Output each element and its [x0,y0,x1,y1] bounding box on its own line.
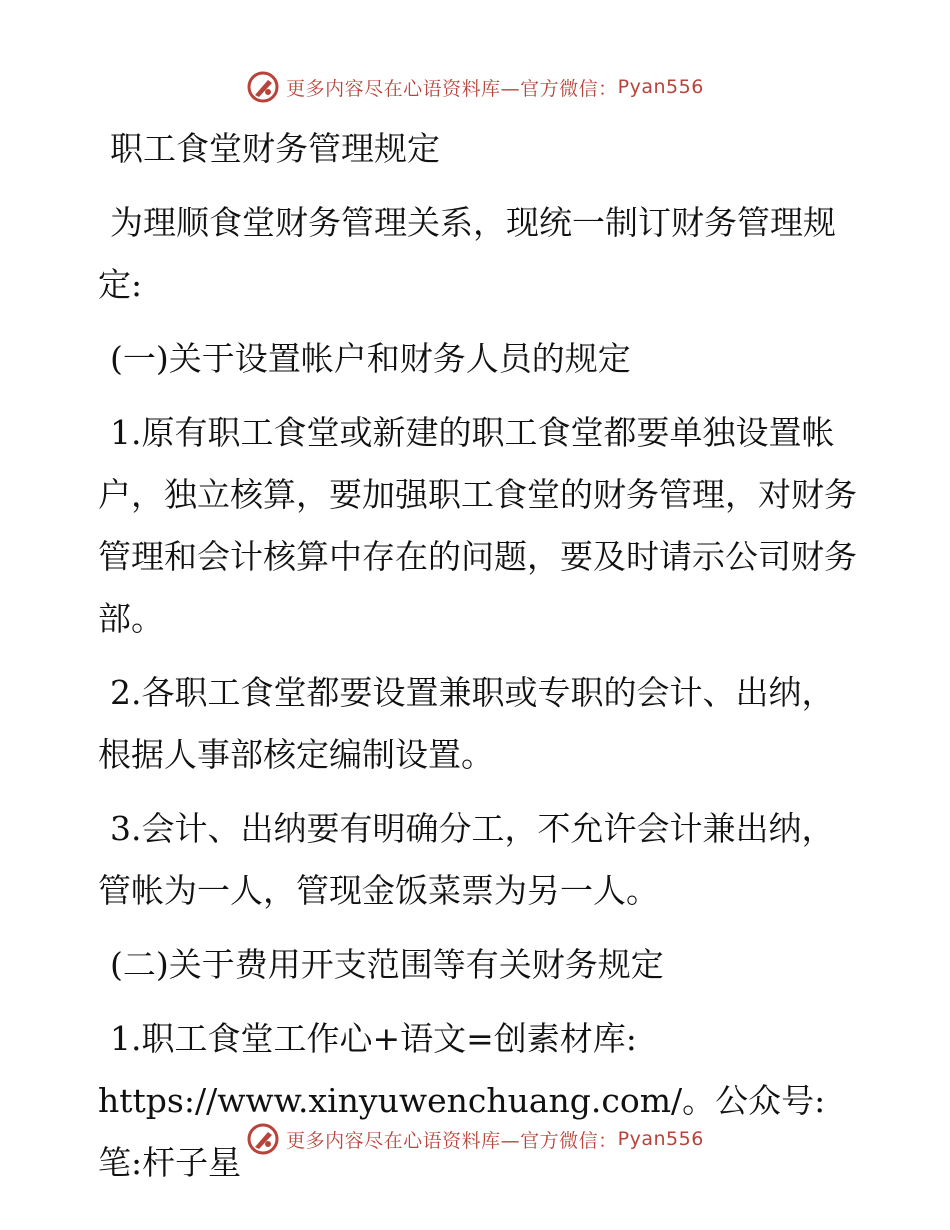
section-1-item-2: 2.各职工食堂都要设置兼职或专职的会计、出纳，根据人事部核定编制设置。 [98,673,835,774]
document-title: 职工食堂财务管理规定 [110,129,440,168]
footer-wechat-id: Pyan556 [617,1128,704,1150]
header-wechat-id: Pyan556 [617,76,704,98]
section-2-item-1: 1.职工食堂工作心+语文=创素材库: https://www.xinyuwenchuang.com/。公众号: 笔:杆子星 [98,1019,826,1182]
section-1-title: (一)关于设置帐户和财务人员的规定 [110,339,631,378]
intro-paragraph: 为理顺食堂财务管理关系，现统一制订财务管理规定: [98,203,836,304]
section-2-title: (二)关于费用开支范围等有关财务规定 [110,945,664,984]
pen-logo-icon [246,70,280,104]
footer-banner-text: 更多内容尽在心语资料库—官方微信： [286,1129,618,1152]
footer-watermark-banner [0,1122,950,1156]
document-body [98,118,858,1206]
section-1-item-3: 3.会计、出纳要有明确分工，不允许会计兼出纳，管帐为一人，管现金饭菜票为另一人。 [98,809,835,910]
pen-logo-icon [246,1122,280,1156]
header-banner-text: 更多内容尽在心语资料库—官方微信： [286,77,618,100]
section-1-item-1: 1.原有职工食堂或新建的职工食堂都要单独设置帐户，独立核算，要加强职工食堂的财务管理，对财务管理和会计核算中存在的问题，要及时请示公司财务部。 [98,413,857,638]
header-watermark-banner [0,70,950,104]
